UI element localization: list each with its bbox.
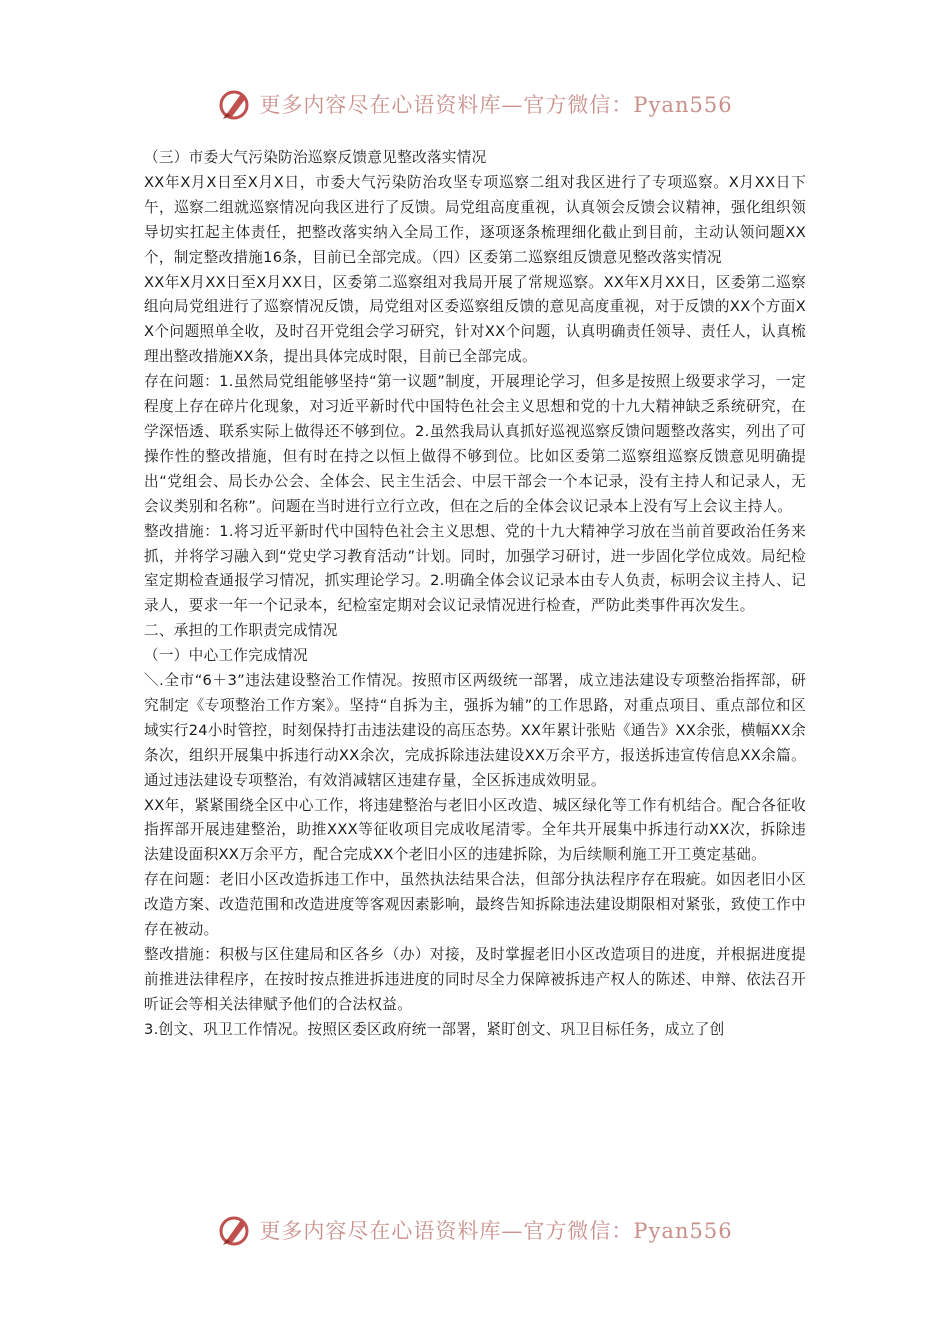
pen-nib-circle-icon bbox=[217, 1212, 253, 1248]
paragraph-problems: 存在问题：老旧小区改造拆违工作中，虽然执法结果合法，但部分执法程序存在瑕疵。如因老旧小区改造方案、改造范围和改造进度等客观因素影响，最终告知拆除违法建设期限相对紧张，致使工作中存在被动。 bbox=[144, 871, 806, 939]
pen-nib-circle-icon bbox=[217, 86, 253, 122]
document-body bbox=[144, 146, 806, 1043]
paragraph: XX年X月X日至X月X日，市委大气污染防治攻坚专项巡察二组对我区进行了专项巡察。X月XX日下午，巡察二组就巡察情况向我区进行了反馈。局党组高度重视，认真领会反馈会议精神，强化组织领导切实扛起主体责任，把整改落实纳入全局工作，逐项逐条梳理细化截止到目前，主动认领问题XX个，制定整改措施16条，目前已全部完成。（四）区委第二巡察组反馈意见整改落实情况 bbox=[144, 173, 806, 266]
paragraph: 3.创文、巩卫工作情况。按照区委区政府统一部署，紧盯创文、巩卫目标任务，成立了创 bbox=[144, 1020, 725, 1038]
section-heading-3: （三）市委大气污染防治巡察反馈意见整改落实情况 bbox=[144, 149, 487, 166]
paragraph: ＼.全市“6＋3”违法建设整治工作情况。按照市区两级统一部署，成立违法建设专项整治指挥部，研究制定《专项整治工作方案》。坚持“自拆为主，强拆为辅”的工作思路，对重点项目、重点部位和区域实行24小时管控，时刻保持打击违法建设的高压态势。XX年累计张贴《通告》XX余张，横幅XX余条次，组织开展集中拆违行动XX余次，完成拆除违法建设XX万余平方，报送拆违宣传信息XX余篇。通过违法建设专项整治，有效消减辖区违建存量，全区拆违成效明显。 bbox=[144, 672, 806, 789]
watermark-bottom bbox=[0, 1208, 950, 1252]
section-heading-2-1: （一）中心工作完成情况 bbox=[144, 647, 308, 665]
paragraph-measures: 整改措施：积极与区住建局和区各乡（办）对接，及时掌握老旧小区改造项目的进度，并根据进度提前推进法律程序，在按时按点推进拆违进度的同时尽全力保障被拆违产权人的陈述、申辩、依法召开听证会等相关法律赋予他们的合法权益。 bbox=[144, 946, 806, 1013]
watermark-text: 更多内容尽在心语资料库—官方微信：Pyan556 bbox=[259, 93, 733, 117]
section-heading-2: 二、承担的工作职责完成情况 bbox=[144, 622, 338, 640]
watermark-text: 更多内容尽在心语资料库—官方微信：Pyan556 bbox=[259, 1219, 733, 1243]
watermark-top bbox=[0, 82, 950, 126]
paragraph-measures: 整改措施：1.将习近平新时代中国特色社会主义思想、党的十九大精神学习放在当前首要政治任务来抓，并将学习融入到“党史学习教育活动”计划。同时，加强学习研讨，进一步固化学位成效。局纪检室定期检查通报学习情况，抓实理论学习。2.明确全体会议记录本由专人负责，标明会议主持人、记录人，要求一年一个记录本，纪检室定期对会议记录情况进行检查，严防此类事件再次发生。 bbox=[144, 522, 806, 615]
paragraph-problems: 存在问题：1.虽然局党组能够坚持“第一议题”制度，开展理论学习，但多是按照上级要求学习，一定程度上存在碎片化现象，对习近平新时代中国特色社会主义思想和党的十九大精神缺乏系统研究，在学深悟透、联系实际上做得还不够到位。2.虽然我局认真抓好巡视巡察反馈问题整改落实，列出了可操作性的整改措施，但有时在持之以恒上做得不够到位。比如区委第二巡察组巡察反馈意见明确提出“党组会、局长办公会、全体会、民主生活会、中层干部会一个本记录，没有主持人和记录人，无会议类别和名称”。问题在当时进行立行立改，但在之后的全体会议记录本上没有写上会议主持人。 bbox=[144, 373, 806, 515]
paragraph: XX年X月XX日至X月XX日，区委第二巡察组对我局开展了常规巡察。XX年X月XX日，区委第二巡察组向局党组进行了巡察情况反馈，局党组对区委巡察组反馈的意见高度重视，对于反馈的XX个方面XX个问题照单全收，及时召开党组会学习研究，针对XX个问题，认真明确责任领导、责任人，认真梳理出整改措施XX条，提出具体完成时限，目前已全部完成。 bbox=[144, 273, 806, 366]
paragraph: XX年，紧紧围绕全区中心工作，将违建整治与老旧小区改造、城区绿化等工作有机结合。配合各征收指挥部开展违建整治，助推XXX等征收项目完成收尾清零。全年共开展集中拆违行动XX次，拆除违法建设面积XX万余平方，配合完成XX个老旧小区的违建拆除，为后续顺利施工开工奠定基础。 bbox=[144, 796, 806, 864]
